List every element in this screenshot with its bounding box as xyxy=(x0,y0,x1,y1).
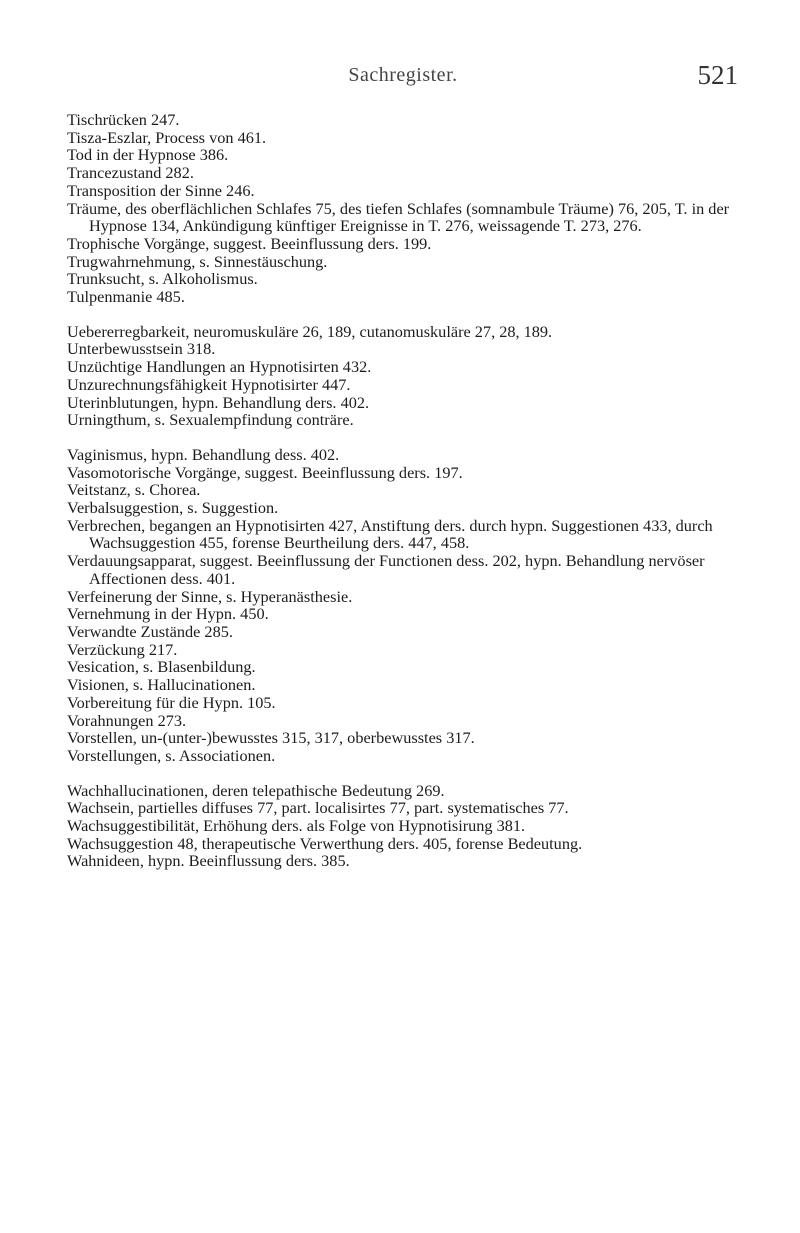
page-header xyxy=(66,60,740,100)
index-entry: Träume, des oberflächlichen Schlafes 75, des tiefen Schlafes (somnambule Träume) 76, 205, T. in der Hypnose 134, Ankündigung künftiger Ereignisse in T. 276, weissagende T. 273, 276. xyxy=(67,198,730,236)
index-entry: Verbalsuggestion, s. Suggestion. xyxy=(67,498,279,518)
index-entry: Vorstellen, un-(unter-)bewusstes 315, 317, oberbewusstes 317. xyxy=(67,728,475,748)
index-entry: Tisza-Eszlar, Process von 461. xyxy=(67,127,267,147)
index-entry: Trancezustand 282. xyxy=(67,163,194,183)
index-body xyxy=(67,111,757,887)
index-entry: Vorahnungen 273. xyxy=(67,710,187,730)
index-entry: Vaginismus, hypn. Behandlung dess. 402. xyxy=(67,444,340,464)
index-entry: Verwandte Zustände 285. xyxy=(67,621,233,641)
index-entry: Vorstellungen, s. Associationen. xyxy=(67,745,276,765)
page-number: 521 xyxy=(697,60,738,90)
index-entry: Transposition der Sinne 246. xyxy=(67,180,255,200)
index-section-v xyxy=(67,446,757,765)
index-entry: Wachsein, partielles diffuses 77, part. localisirtes 77, part. systematisches 77. xyxy=(67,798,569,818)
index-entry: Trugwahrnehmung, s. Sinnestäuschung. xyxy=(67,251,328,271)
index-entry: Uterinblutungen, hypn. Behandlung ders. 402. xyxy=(67,392,370,412)
index-entry: Vesication, s. Blasenbildung. xyxy=(67,657,256,677)
index-entry: Visionen, s. Hallucinationen. xyxy=(67,675,256,695)
index-entry: Uebererregbarkeit, neuromuskuläre 26, 189, cutanomuskuläre 27, 28, 189. xyxy=(67,321,553,341)
index-entry: Unzüchtige Handlungen an Hypnotisirten 432. xyxy=(67,357,372,377)
index-entry: Verzückung 217. xyxy=(67,639,178,659)
index-entry: Urningthum, s. Sexualempfindung conträre. xyxy=(67,410,354,430)
index-entry: Vorbereitung für die Hypn. 105. xyxy=(67,692,276,712)
index-entry: Vernehmung in der Hypn. 450. xyxy=(67,604,269,624)
index-entry: Vasomotorische Vorgänge, suggest. Beeinflussung ders. 197. xyxy=(67,462,463,482)
index-entry: Verfeinerung der Sinne, s. Hyperanästhesie. xyxy=(67,586,353,606)
index-entry: Wachsuggestion 48, therapeutische Verwerthung ders. 405, forense Bedeutung. xyxy=(67,833,583,853)
index-entry: Wachhallucinationen, deren telepathische Bedeutung 269. xyxy=(67,780,445,800)
index-section-u xyxy=(67,323,757,429)
index-entry: Veitstanz, s. Chorea. xyxy=(67,480,201,500)
index-entry: Tulpenmanie 485. xyxy=(67,287,185,307)
index-entry: Trunksucht, s. Alkoholismus. xyxy=(67,269,258,289)
running-title: Sachregister. xyxy=(348,64,458,86)
index-entry: Wachsuggestibilität, Erhöhung ders. als Folge von Hypnotisirung 381. xyxy=(67,816,526,836)
index-entry: Wahnideen, hypn. Beeinflussung ders. 385. xyxy=(67,851,350,871)
index-entry: Trophische Vorgänge, suggest. Beeinflussung ders. 199. xyxy=(67,233,432,253)
index-section-w xyxy=(67,782,757,871)
index-entry: Unzurechnungsfähigkeit Hypnotisirter 447. xyxy=(67,374,351,394)
index-section-t xyxy=(67,111,757,306)
index-entry: Tischrücken 247. xyxy=(67,110,180,129)
index-entry: Verbrechen, begangen an Hypnotisirten 427, Anstiftung ders. durch hypn. Suggestionen 433, durch Wachsuggestion 455, forense Beurtheilung ders. 447, 458. xyxy=(67,515,713,553)
index-entry: Verdauungsapparat, suggest. Beeinflussung der Functionen dess. 202, hypn. Behandlung nervöser Affectionen dess. 401. xyxy=(67,551,705,588)
index-entry: Unterbewusstsein 318. xyxy=(67,339,216,359)
index-entry: Tod in der Hypnose 386. xyxy=(67,145,229,165)
